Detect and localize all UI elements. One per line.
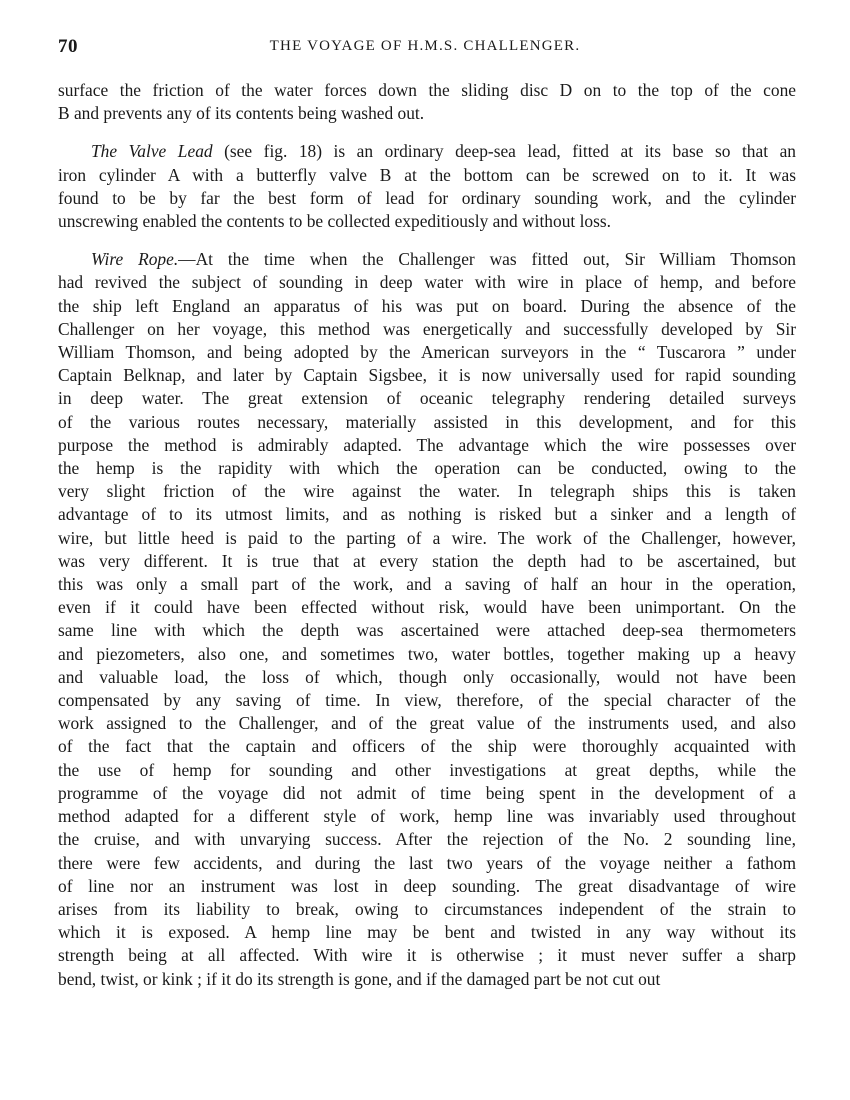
text-line (58, 596, 796, 619)
line-text: in deep water. The great extension of oceanic telegraphy rendering detailed surveys (58, 388, 796, 409)
paragraph-valve-lead (58, 140, 796, 233)
line-text: the use of hemp for sounding and other investigations at great depths, while the (58, 759, 796, 780)
text-line (58, 79, 796, 102)
line-text: programme of the voyage did not admit of time being spent in the development of a (58, 782, 796, 803)
text-line (58, 341, 796, 364)
running-title: THE VOYAGE OF H.M.S. CHALLENGER. (269, 38, 581, 54)
text-line (58, 187, 796, 210)
line-text: William Thomson, and being adopted by the American surveyors in the “ Tuscarora ” under (58, 342, 796, 363)
line-text: and piezometers, also one, and sometimes two, water bottles, together making up a heavy (58, 643, 796, 664)
page-number: 70 (58, 36, 78, 57)
line-text: even if it could have been effected without risk, would have been unimportant. On the (58, 597, 796, 618)
line-text: was very different. It is true that at every station the depth had to be ascertained, but (58, 550, 796, 571)
text-line (58, 480, 796, 503)
line-text: this was only a small part of the work, and a saving of half an hour in the operation, (58, 574, 796, 595)
text-line (58, 364, 796, 387)
text-line (58, 248, 796, 271)
text-line (58, 550, 796, 573)
paragraph-term: The Valve Lead (91, 141, 213, 162)
text-line (58, 387, 796, 410)
text-line (58, 102, 796, 125)
text-line (58, 759, 796, 782)
line-text: compensated by any saving of time. In view, therefore, of the special character of the (58, 690, 796, 711)
text-line (58, 852, 796, 875)
text-line (58, 457, 796, 480)
line-text: very slight friction of the wire against the water. In telegraph ships this is taken (58, 481, 796, 502)
line-text: iron cylinder A with a butterfly valve B at the bottom can be screwed on to it. It was (58, 164, 796, 185)
text-line (58, 619, 796, 642)
line-text: bend, twist, or kink ; if it do its strength is gone, and if the damaged part be not cut out (58, 968, 661, 989)
paragraph-term: Wire Rope. (91, 249, 179, 270)
text-line (58, 318, 796, 341)
line-text: method adapted for a different style of work, hemp line was invariably used throughout (58, 806, 796, 827)
text-line (58, 689, 796, 712)
text-line (58, 828, 796, 851)
text-line (58, 573, 796, 596)
line-text: surface the friction of the water forces down the sliding disc D on to the top of the cone (58, 80, 796, 100)
text-line (58, 295, 796, 318)
text-line (58, 666, 796, 689)
text-line (58, 210, 796, 233)
line-text: B and prevents any of its contents being washed out. (58, 103, 425, 124)
line-text: work assigned to the Challenger, and of the great value of the instruments used, and also (58, 713, 796, 734)
line-text: and valuable load, the loss of which, though only occasionally, would not have been (58, 666, 796, 687)
text-line (58, 140, 796, 163)
line-text: of the various routes necessary, materially assisted in this development, and for this (58, 411, 796, 432)
line-text: the ship left England an apparatus of his was put on board. During the absence of the (58, 295, 796, 316)
line-text: of line nor an instrument was lost in deep sounding. The great disadvantage of wire (58, 875, 796, 896)
text-line (58, 968, 796, 991)
line-text: which it is exposed. A hemp line may be bent and twisted in any way without its (58, 922, 796, 943)
page-header (58, 36, 792, 62)
line-text: arises from its liability to break, owing to circumstances independent of the strain to (58, 898, 796, 919)
text-line (58, 898, 796, 921)
line-text: found to be by far the best form of lead for ordinary sounding work, and the cylinder (58, 187, 796, 208)
text-line (58, 503, 796, 526)
line-text: there were few accidents, and during the last two years of the voyage neither a fathom (58, 852, 796, 873)
line-text: had revived the subject of sounding in deep water with wire in place of hemp, and before (58, 272, 796, 293)
line-text: of the fact that the captain and officers of the ship were thoroughly acquainted with (58, 736, 796, 757)
text-line (58, 164, 796, 187)
text-line (58, 875, 796, 898)
line-text: the hemp is the rapidity with which the operation can be conducted, owing to the (58, 458, 796, 479)
line-text: the cruise, and with unvarying success. After the rejection of the No. 2 sounding line, (58, 829, 796, 850)
text-line (58, 921, 796, 944)
line-text: strength being at all affected. With wire it is otherwise ; it must never suffer a sharp (58, 945, 796, 966)
line-text: wire, but little heed is paid to the parting of a wire. The work of the Challenger, however, (58, 527, 796, 548)
line-text: same line with which the depth was ascertained were attached deep-sea thermometers (58, 620, 796, 641)
text-line (58, 944, 796, 967)
line-text: Captain Belknap, and later by Captain Sigsbee, it is now universally used for rapid sounding (58, 365, 796, 386)
paragraph-cone-disc (58, 79, 796, 125)
paragraph-wire-rope (58, 248, 796, 991)
text-line (58, 527, 796, 550)
line-text: Challenger on her voyage, this method was energetically and successfully developed by Sir (58, 318, 796, 339)
text-line (58, 735, 796, 758)
text-line (58, 434, 796, 457)
text-line (58, 805, 796, 828)
line-text: unscrewing enabled the contents to be collected expeditiously and without loss. (58, 211, 611, 232)
line-text: —At the time when the Challenger was fitted out, Sir William Thomson (178, 249, 796, 270)
text-line (58, 643, 796, 666)
line-text: (see fig. 18) is an ordinary deep-sea lead, fitted at its base so that an (212, 141, 796, 162)
text-line (58, 411, 796, 434)
line-text: advantage of to its utmost limits, and as nothing is risked but a sinker and a length of (58, 504, 796, 525)
text-line (58, 271, 796, 294)
line-text: purpose the method is admirably adapted. The advantage which the wire possesses over (58, 434, 796, 455)
text-line (58, 782, 796, 805)
body-text (58, 79, 796, 991)
text-line (58, 712, 796, 735)
